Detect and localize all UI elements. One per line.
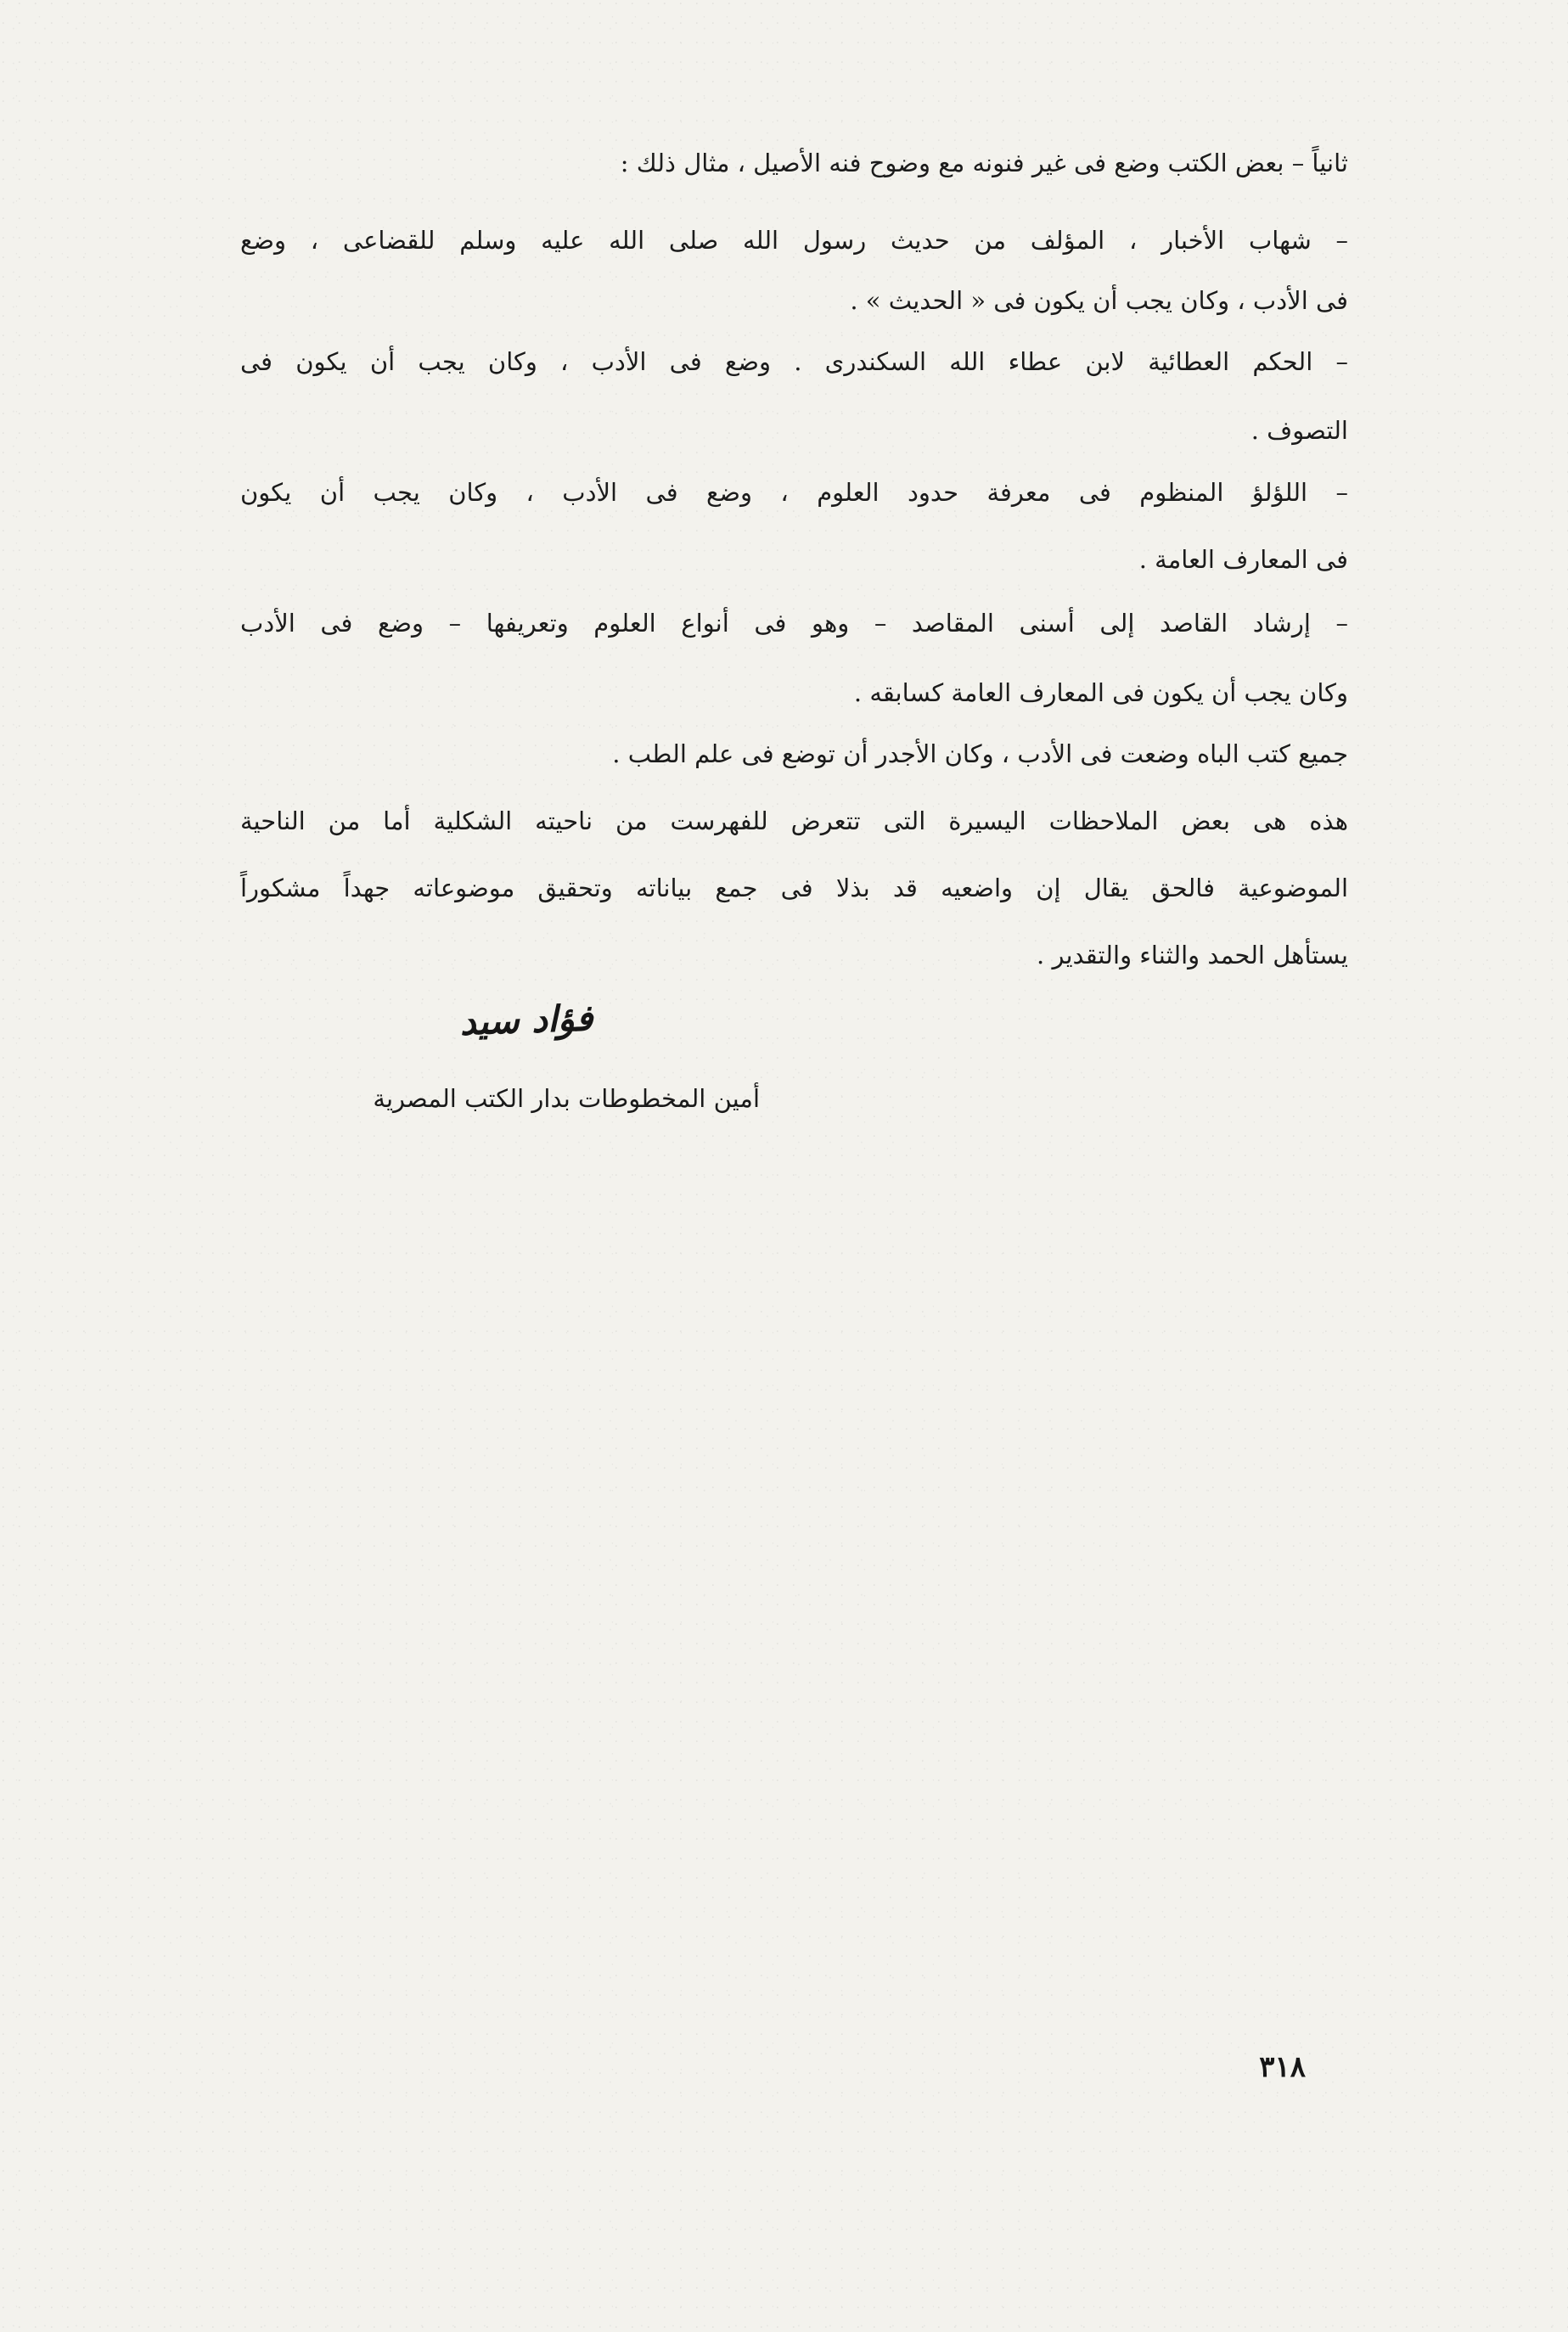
paragraph-line-6: – اللؤلؤ المنظوم فى معرفة حدود العلوم ، وضع فى الأدب ، وكان يجب أن يكون (240, 478, 1348, 507)
paragraph-line-2: – شهاب الأخبار ، المؤلف من حديث رسول الله صلى الله عليه وسلم للقضاعى ، وضع (240, 226, 1348, 255)
paragraph-line-4: – الحكم العطائية لابن عطاء الله السكندرى . وضع فى الأدب ، وكان يجب أن يكون فى (240, 347, 1348, 376)
author-title: أمين المخطوطات بدار الكتب المصرية (373, 1084, 760, 1113)
page-number: ٣١٨ (1259, 2050, 1306, 2084)
paragraph-line-10: جميع كتب الباه وضعت فى الأدب ، وكان الأجدر أن توضع فى علم الطب . (612, 739, 1348, 768)
paragraph-line-1: ثانياً – بعض الكتب وضع فى غير فنونه مع وضوح فنه الأصيل ، مثال ذلك : (620, 149, 1348, 177)
paragraph-line-5: التصوف . (1250, 416, 1348, 445)
paragraph-line-3: فى الأدب ، وكان يجب أن يكون فى « الحديث » . (850, 286, 1348, 315)
signature: فؤاد سيد (458, 997, 594, 1043)
paragraph-line-13: يستأهل الحمد والثناء والتقدير . (1037, 941, 1348, 969)
paragraph-line-7: فى المعارف العامة . (1138, 545, 1348, 574)
document-body (240, 151, 1348, 968)
paragraph-line-11: هذه هى بعض الملاحظات اليسيرة التى تتعرض للفهرست من ناحيته الشكلية أما من الناحية (240, 806, 1348, 835)
paragraph-line-9: وكان يجب أن يكون فى المعارف العامة كسابقه . (853, 678, 1348, 707)
paragraph-line-12: الموضوعية فالحق يقال إن واضعيه قد بذلا فى جمع بياناته وتحقيق موضوعاته جهداً مشكوراً (240, 874, 1348, 902)
paragraph-line-8: – إرشاد القاصد إلى أسنى المقاصد – وهو فى أنواع العلوم وتعريفها – وضع فى الأدب (240, 609, 1348, 638)
